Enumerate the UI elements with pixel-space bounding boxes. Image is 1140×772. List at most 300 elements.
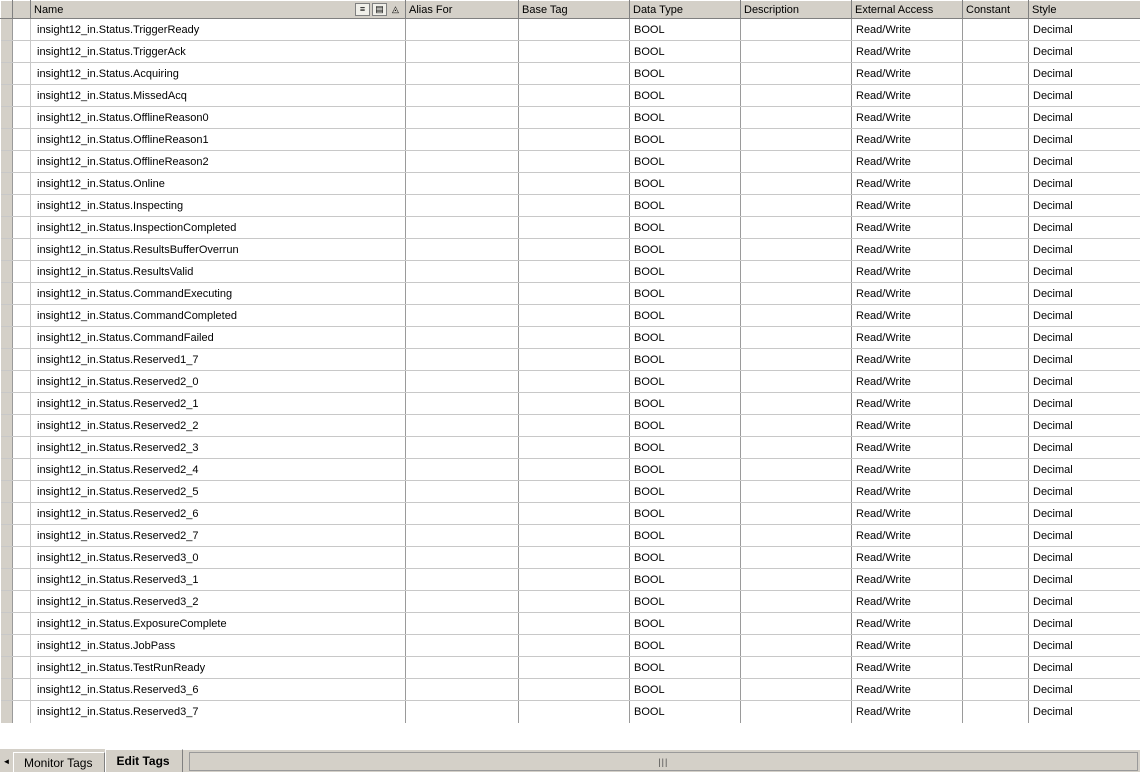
cell-alias-for[interactable]	[406, 217, 519, 239]
cell-description[interactable]	[741, 305, 852, 327]
cell-name[interactable]: insight12_in.Status.OfflineReason0	[31, 107, 406, 129]
cell-data-type[interactable]: BOOL	[630, 415, 741, 437]
column-header-data-type[interactable]: Data Type	[630, 1, 741, 19]
cell-description[interactable]	[741, 151, 852, 173]
cell-style[interactable]: Decimal	[1029, 657, 1140, 679]
row-selector-cell[interactable]	[1, 459, 13, 481]
table-row[interactable]	[1, 503, 1140, 525]
cell-description[interactable]	[741, 217, 852, 239]
cell-data-type[interactable]: BOOL	[630, 701, 741, 723]
table-row[interactable]	[1, 239, 1140, 261]
cell-external-access[interactable]: Read/Write	[852, 569, 963, 591]
cell-external-access[interactable]: Read/Write	[852, 349, 963, 371]
cell-name[interactable]: insight12_in.Status.Acquiring	[31, 63, 406, 85]
cell-name[interactable]: insight12_in.Status.CommandCompleted	[31, 305, 406, 327]
cell-name[interactable]: insight12_in.Status.Reserved2_3	[31, 437, 406, 459]
cell-style[interactable]: Decimal	[1029, 635, 1140, 657]
cell-base-tag[interactable]	[519, 503, 630, 525]
cell-alias-for[interactable]	[406, 85, 519, 107]
cell-alias-for[interactable]	[406, 107, 519, 129]
cell-style[interactable]: Decimal	[1029, 305, 1140, 327]
cell-base-tag[interactable]	[519, 437, 630, 459]
cell-constant[interactable]	[963, 41, 1029, 63]
cell-data-type[interactable]: BOOL	[630, 327, 741, 349]
row-selector-cell[interactable]	[1, 613, 13, 635]
row-icon-cell[interactable]	[13, 261, 31, 283]
cell-data-type[interactable]: BOOL	[630, 283, 741, 305]
row-icon-cell[interactable]	[13, 415, 31, 437]
cell-external-access[interactable]: Read/Write	[852, 481, 963, 503]
row-icon-cell[interactable]	[13, 283, 31, 305]
cell-data-type[interactable]: BOOL	[630, 547, 741, 569]
column-header-base-tag[interactable]: Base Tag	[519, 1, 630, 19]
cell-description[interactable]	[741, 657, 852, 679]
cell-external-access[interactable]: Read/Write	[852, 261, 963, 283]
cell-description[interactable]	[741, 481, 852, 503]
cell-external-access[interactable]: Read/Write	[852, 173, 963, 195]
row-selector-cell[interactable]	[1, 85, 13, 107]
cell-constant[interactable]	[963, 195, 1029, 217]
column-header-style[interactable]: Style	[1029, 1, 1140, 19]
row-selector-cell[interactable]	[1, 349, 13, 371]
cell-external-access[interactable]: Read/Write	[852, 63, 963, 85]
table-row[interactable]	[1, 283, 1140, 305]
cell-alias-for[interactable]	[406, 239, 519, 261]
cell-description[interactable]	[741, 239, 852, 261]
sort-icon[interactable]: ▤	[372, 3, 387, 16]
cell-external-access[interactable]: Read/Write	[852, 305, 963, 327]
table-row[interactable]	[1, 657, 1140, 679]
row-icon-cell[interactable]	[13, 349, 31, 371]
cell-base-tag[interactable]	[519, 85, 630, 107]
cell-description[interactable]	[741, 503, 852, 525]
cell-style[interactable]: Decimal	[1029, 393, 1140, 415]
cell-description[interactable]	[741, 701, 852, 723]
filter-icon[interactable]: ≡	[355, 3, 370, 16]
row-selector-cell[interactable]	[1, 503, 13, 525]
cell-alias-for[interactable]	[406, 195, 519, 217]
cell-data-type[interactable]: BOOL	[630, 679, 741, 701]
cell-constant[interactable]	[963, 525, 1029, 547]
cell-data-type[interactable]: BOOL	[630, 217, 741, 239]
row-selector-cell[interactable]	[1, 679, 13, 701]
cell-name[interactable]: insight12_in.Status.JobPass	[31, 635, 406, 657]
cell-external-access[interactable]: Read/Write	[852, 701, 963, 723]
cell-data-type[interactable]: BOOL	[630, 129, 741, 151]
table-row[interactable]	[1, 195, 1140, 217]
cell-name[interactable]: insight12_in.Status.TriggerAck	[31, 41, 406, 63]
cell-base-tag[interactable]	[519, 459, 630, 481]
cell-data-type[interactable]: BOOL	[630, 151, 741, 173]
column-header-icon[interactable]	[13, 1, 31, 19]
cell-constant[interactable]	[963, 129, 1029, 151]
row-selector-cell[interactable]	[1, 217, 13, 239]
cell-description[interactable]	[741, 41, 852, 63]
cell-constant[interactable]	[963, 327, 1029, 349]
cell-data-type[interactable]: BOOL	[630, 613, 741, 635]
table-row[interactable]	[1, 41, 1140, 63]
cell-constant[interactable]	[963, 591, 1029, 613]
table-row[interactable]	[1, 305, 1140, 327]
cell-external-access[interactable]: Read/Write	[852, 85, 963, 107]
cell-alias-for[interactable]	[406, 613, 519, 635]
cell-description[interactable]	[741, 459, 852, 481]
cell-description[interactable]	[741, 283, 852, 305]
cell-base-tag[interactable]	[519, 217, 630, 239]
horizontal-scrollbar[interactable]	[189, 752, 1138, 771]
cell-alias-for[interactable]	[406, 657, 519, 679]
row-selector-cell[interactable]	[1, 151, 13, 173]
cell-base-tag[interactable]	[519, 613, 630, 635]
row-selector-cell[interactable]	[1, 525, 13, 547]
table-row[interactable]	[1, 591, 1140, 613]
table-row[interactable]	[1, 349, 1140, 371]
cell-alias-for[interactable]	[406, 591, 519, 613]
cell-constant[interactable]	[963, 613, 1029, 635]
row-selector-cell[interactable]	[1, 283, 13, 305]
row-selector-cell[interactable]	[1, 481, 13, 503]
cell-name[interactable]: insight12_in.Status.Reserved2_6	[31, 503, 406, 525]
cell-description[interactable]	[741, 437, 852, 459]
cell-base-tag[interactable]	[519, 173, 630, 195]
row-icon-cell[interactable]	[13, 503, 31, 525]
cell-data-type[interactable]: BOOL	[630, 635, 741, 657]
row-icon-cell[interactable]	[13, 481, 31, 503]
cell-alias-for[interactable]	[406, 679, 519, 701]
cell-style[interactable]: Decimal	[1029, 415, 1140, 437]
cell-alias-for[interactable]	[406, 701, 519, 723]
cell-description[interactable]	[741, 107, 852, 129]
cell-alias-for[interactable]	[406, 569, 519, 591]
row-icon-cell[interactable]	[13, 173, 31, 195]
cell-alias-for[interactable]	[406, 283, 519, 305]
row-icon-cell[interactable]	[13, 459, 31, 481]
cell-alias-for[interactable]	[406, 349, 519, 371]
cell-alias-for[interactable]	[406, 151, 519, 173]
cell-description[interactable]	[741, 261, 852, 283]
row-icon-cell[interactable]	[13, 547, 31, 569]
row-selector-cell[interactable]	[1, 415, 13, 437]
tab-edit-tags[interactable]: Edit Tags	[105, 749, 182, 772]
table-row[interactable]	[1, 701, 1140, 723]
cell-constant[interactable]	[963, 415, 1029, 437]
cell-style[interactable]: Decimal	[1029, 613, 1140, 635]
row-icon-cell[interactable]	[13, 327, 31, 349]
cell-alias-for[interactable]	[406, 305, 519, 327]
cell-external-access[interactable]: Read/Write	[852, 327, 963, 349]
cell-data-type[interactable]: BOOL	[630, 41, 741, 63]
cell-name[interactable]: insight12_in.Status.ResultsValid	[31, 261, 406, 283]
table-row[interactable]	[1, 525, 1140, 547]
cell-constant[interactable]	[963, 437, 1029, 459]
cell-alias-for[interactable]	[406, 393, 519, 415]
row-icon-cell[interactable]	[13, 239, 31, 261]
cell-base-tag[interactable]	[519, 63, 630, 85]
cell-description[interactable]	[741, 85, 852, 107]
cell-constant[interactable]	[963, 217, 1029, 239]
cell-style[interactable]: Decimal	[1029, 701, 1140, 723]
cell-data-type[interactable]: BOOL	[630, 459, 741, 481]
cell-constant[interactable]	[963, 371, 1029, 393]
cell-alias-for[interactable]	[406, 63, 519, 85]
cell-data-type[interactable]: BOOL	[630, 393, 741, 415]
cell-data-type[interactable]: BOOL	[630, 107, 741, 129]
cell-constant[interactable]	[963, 85, 1029, 107]
row-icon-cell[interactable]	[13, 657, 31, 679]
cell-data-type[interactable]: BOOL	[630, 569, 741, 591]
cell-style[interactable]: Decimal	[1029, 503, 1140, 525]
cell-name[interactable]: insight12_in.Status.Reserved1_7	[31, 349, 406, 371]
row-icon-cell[interactable]	[13, 41, 31, 63]
cell-base-tag[interactable]	[519, 591, 630, 613]
cell-name[interactable]: insight12_in.Status.Reserved2_0	[31, 371, 406, 393]
cell-name[interactable]: insight12_in.Status.Reserved3_6	[31, 679, 406, 701]
cell-style[interactable]: Decimal	[1029, 85, 1140, 107]
cell-data-type[interactable]: BOOL	[630, 195, 741, 217]
cell-base-tag[interactable]	[519, 327, 630, 349]
table-row[interactable]	[1, 393, 1140, 415]
table-row[interactable]	[1, 613, 1140, 635]
cell-style[interactable]: Decimal	[1029, 327, 1140, 349]
cell-data-type[interactable]: BOOL	[630, 657, 741, 679]
cell-external-access[interactable]: Read/Write	[852, 525, 963, 547]
cell-data-type[interactable]: BOOL	[630, 19, 741, 41]
cell-data-type[interactable]: BOOL	[630, 503, 741, 525]
row-icon-cell[interactable]	[13, 613, 31, 635]
cell-alias-for[interactable]	[406, 173, 519, 195]
cell-description[interactable]	[741, 547, 852, 569]
cell-description[interactable]	[741, 679, 852, 701]
row-selector-cell[interactable]	[1, 371, 13, 393]
row-selector-cell[interactable]	[1, 129, 13, 151]
cell-description[interactable]	[741, 63, 852, 85]
cell-description[interactable]	[741, 393, 852, 415]
cell-external-access[interactable]: Read/Write	[852, 371, 963, 393]
cell-base-tag[interactable]	[519, 701, 630, 723]
cell-constant[interactable]	[963, 701, 1029, 723]
cell-constant[interactable]	[963, 63, 1029, 85]
cell-alias-for[interactable]	[406, 503, 519, 525]
table-row[interactable]	[1, 327, 1140, 349]
row-selector-cell[interactable]	[1, 635, 13, 657]
row-selector-cell[interactable]	[1, 701, 13, 723]
row-selector-cell[interactable]	[1, 569, 13, 591]
table-row[interactable]	[1, 217, 1140, 239]
cell-style[interactable]: Decimal	[1029, 63, 1140, 85]
cell-data-type[interactable]: BOOL	[630, 349, 741, 371]
cell-data-type[interactable]: BOOL	[630, 173, 741, 195]
cell-name[interactable]: insight12_in.Status.Reserved2_7	[31, 525, 406, 547]
cell-base-tag[interactable]	[519, 261, 630, 283]
cell-external-access[interactable]: Read/Write	[852, 613, 963, 635]
cell-style[interactable]: Decimal	[1029, 459, 1140, 481]
cell-base-tag[interactable]	[519, 283, 630, 305]
cell-constant[interactable]	[963, 503, 1029, 525]
cell-name[interactable]: insight12_in.Status.InspectionCompleted	[31, 217, 406, 239]
cell-description[interactable]	[741, 349, 852, 371]
cell-external-access[interactable]: Read/Write	[852, 239, 963, 261]
cell-constant[interactable]	[963, 239, 1029, 261]
cell-external-access[interactable]: Read/Write	[852, 217, 963, 239]
cell-constant[interactable]	[963, 679, 1029, 701]
column-header-name[interactable]	[31, 1, 406, 19]
cell-name[interactable]: insight12_in.Status.Reserved3_1	[31, 569, 406, 591]
table-row[interactable]	[1, 569, 1140, 591]
cell-base-tag[interactable]	[519, 305, 630, 327]
table-row[interactable]	[1, 151, 1140, 173]
table-row[interactable]	[1, 679, 1140, 701]
cell-alias-for[interactable]	[406, 437, 519, 459]
row-icon-cell[interactable]	[13, 85, 31, 107]
table-row[interactable]	[1, 459, 1140, 481]
row-selector-cell[interactable]	[1, 261, 13, 283]
cell-base-tag[interactable]	[519, 129, 630, 151]
row-icon-cell[interactable]	[13, 569, 31, 591]
cell-name[interactable]: insight12_in.Status.OfflineReason2	[31, 151, 406, 173]
cell-style[interactable]: Decimal	[1029, 569, 1140, 591]
cell-alias-for[interactable]	[406, 19, 519, 41]
cell-description[interactable]	[741, 371, 852, 393]
row-icon-cell[interactable]	[13, 107, 31, 129]
cell-external-access[interactable]: Read/Write	[852, 591, 963, 613]
table-row[interactable]	[1, 63, 1140, 85]
table-row[interactable]	[1, 129, 1140, 151]
table-row[interactable]	[1, 19, 1140, 41]
row-icon-cell[interactable]	[13, 635, 31, 657]
cell-data-type[interactable]: BOOL	[630, 591, 741, 613]
cell-name[interactable]: insight12_in.Status.Reserved2_4	[31, 459, 406, 481]
row-icon-cell[interactable]	[13, 437, 31, 459]
cell-description[interactable]	[741, 195, 852, 217]
cell-name[interactable]: insight12_in.Status.Online	[31, 173, 406, 195]
cell-alias-for[interactable]	[406, 327, 519, 349]
cell-style[interactable]: Decimal	[1029, 591, 1140, 613]
cell-base-tag[interactable]	[519, 371, 630, 393]
row-selector-cell[interactable]	[1, 393, 13, 415]
cell-style[interactable]: Decimal	[1029, 217, 1140, 239]
cell-external-access[interactable]: Read/Write	[852, 679, 963, 701]
cell-external-access[interactable]: Read/Write	[852, 151, 963, 173]
cell-base-tag[interactable]	[519, 657, 630, 679]
cell-constant[interactable]	[963, 635, 1029, 657]
row-icon-cell[interactable]	[13, 195, 31, 217]
cell-external-access[interactable]: Read/Write	[852, 547, 963, 569]
row-icon-cell[interactable]	[13, 151, 31, 173]
row-icon-cell[interactable]	[13, 63, 31, 85]
cell-style[interactable]: Decimal	[1029, 679, 1140, 701]
cell-style[interactable]: Decimal	[1029, 371, 1140, 393]
row-selector-cell[interactable]	[1, 547, 13, 569]
table-row[interactable]	[1, 415, 1140, 437]
cell-base-tag[interactable]	[519, 547, 630, 569]
row-selector-cell[interactable]	[1, 173, 13, 195]
cell-name[interactable]: insight12_in.Status.Reserved2_5	[31, 481, 406, 503]
tab-scroll-left-button[interactable]: ◄	[0, 749, 13, 772]
cell-constant[interactable]	[963, 19, 1029, 41]
column-header-constant[interactable]: Constant	[963, 1, 1029, 19]
cell-base-tag[interactable]	[519, 679, 630, 701]
row-selector-cell[interactable]	[1, 437, 13, 459]
cell-external-access[interactable]: Read/Write	[852, 41, 963, 63]
cell-description[interactable]	[741, 415, 852, 437]
cell-style[interactable]: Decimal	[1029, 525, 1140, 547]
column-header-alias-for[interactable]: Alias For	[406, 1, 519, 19]
row-icon-cell[interactable]	[13, 591, 31, 613]
column-header-description[interactable]: Description	[741, 1, 852, 19]
cell-name[interactable]: insight12_in.Status.ExposureComplete	[31, 613, 406, 635]
cell-constant[interactable]	[963, 569, 1029, 591]
cell-base-tag[interactable]	[519, 481, 630, 503]
column-header-select[interactable]	[1, 1, 13, 19]
cell-description[interactable]	[741, 129, 852, 151]
cell-description[interactable]	[741, 173, 852, 195]
cell-base-tag[interactable]	[519, 239, 630, 261]
cell-base-tag[interactable]	[519, 525, 630, 547]
cell-base-tag[interactable]	[519, 415, 630, 437]
row-icon-cell[interactable]	[13, 393, 31, 415]
cell-constant[interactable]	[963, 305, 1029, 327]
table-row[interactable]	[1, 371, 1140, 393]
cell-alias-for[interactable]	[406, 41, 519, 63]
cell-style[interactable]: Decimal	[1029, 283, 1140, 305]
cell-name[interactable]: insight12_in.Status.CommandFailed	[31, 327, 406, 349]
row-selector-cell[interactable]	[1, 327, 13, 349]
table-row[interactable]	[1, 547, 1140, 569]
tab-monitor-tags[interactable]: Monitor Tags	[13, 752, 105, 772]
cell-description[interactable]	[741, 613, 852, 635]
cell-name[interactable]: insight12_in.Status.Reserved3_0	[31, 547, 406, 569]
cell-style[interactable]: Decimal	[1029, 261, 1140, 283]
cell-style[interactable]: Decimal	[1029, 107, 1140, 129]
cell-constant[interactable]	[963, 393, 1029, 415]
cell-base-tag[interactable]	[519, 107, 630, 129]
cell-name[interactable]: insight12_in.Status.Inspecting	[31, 195, 406, 217]
cell-external-access[interactable]: Read/Write	[852, 657, 963, 679]
cell-name[interactable]: insight12_in.Status.Reserved3_2	[31, 591, 406, 613]
cell-external-access[interactable]: Read/Write	[852, 393, 963, 415]
cell-data-type[interactable]: BOOL	[630, 437, 741, 459]
cell-constant[interactable]	[963, 151, 1029, 173]
cell-data-type[interactable]: BOOL	[630, 261, 741, 283]
row-selector-cell[interactable]	[1, 19, 13, 41]
cell-external-access[interactable]: Read/Write	[852, 283, 963, 305]
cell-external-access[interactable]: Read/Write	[852, 503, 963, 525]
cell-base-tag[interactable]	[519, 569, 630, 591]
row-selector-cell[interactable]	[1, 591, 13, 613]
row-selector-cell[interactable]	[1, 107, 13, 129]
cell-alias-for[interactable]	[406, 261, 519, 283]
cell-data-type[interactable]: BOOL	[630, 85, 741, 107]
cell-style[interactable]: Decimal	[1029, 481, 1140, 503]
cell-alias-for[interactable]	[406, 525, 519, 547]
cell-description[interactable]	[741, 19, 852, 41]
cell-name[interactable]: insight12_in.Status.CommandExecuting	[31, 283, 406, 305]
row-selector-cell[interactable]	[1, 41, 13, 63]
row-selector-cell[interactable]	[1, 239, 13, 261]
cell-style[interactable]: Decimal	[1029, 41, 1140, 63]
cell-base-tag[interactable]	[519, 195, 630, 217]
cell-name[interactable]: insight12_in.Status.ResultsBufferOverrun	[31, 239, 406, 261]
cell-style[interactable]: Decimal	[1029, 547, 1140, 569]
cell-name[interactable]: insight12_in.Status.TestRunReady	[31, 657, 406, 679]
cell-data-type[interactable]: BOOL	[630, 305, 741, 327]
cell-name[interactable]: insight12_in.Status.TriggerReady	[31, 19, 406, 41]
cell-style[interactable]: Decimal	[1029, 349, 1140, 371]
cell-external-access[interactable]: Read/Write	[852, 107, 963, 129]
table-row[interactable]	[1, 437, 1140, 459]
cell-style[interactable]: Decimal	[1029, 151, 1140, 173]
cell-data-type[interactable]: BOOL	[630, 525, 741, 547]
